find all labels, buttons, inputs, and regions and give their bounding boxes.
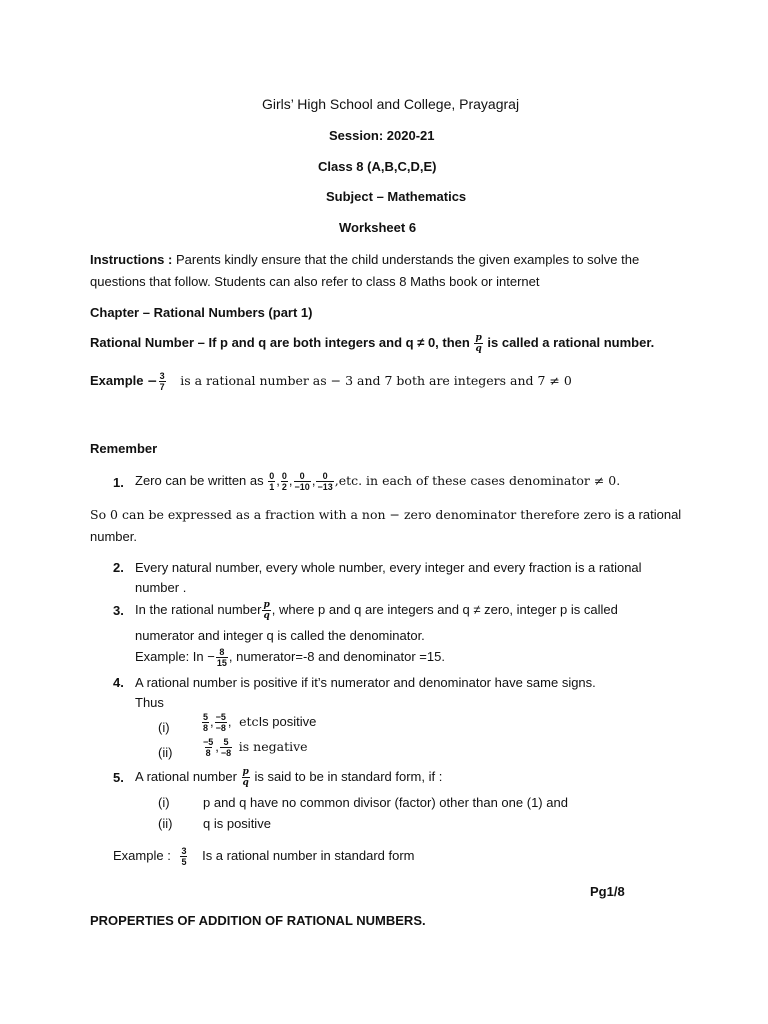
example-text: is a rational number as − 3 and 7 both are integers and 7 ≠ 0 — [180, 372, 572, 388]
item1-follow-text: is a rational — [614, 507, 682, 522]
item4-thus: Thus — [135, 695, 164, 710]
item-number-2: 2. — [113, 560, 124, 575]
item3-before: In the rational number — [135, 601, 262, 617]
item5-before: A rational number — [135, 768, 237, 784]
fraction-numerator: 3 — [159, 371, 165, 381]
item5-sub1-text: p and q have no common divisor (factor) other than one (1) and — [203, 795, 568, 810]
item4-line1: A rational number is positive if it’s numerator and denominator have same signs. — [135, 675, 596, 690]
fraction-numerator: 3 — [181, 846, 187, 856]
fraction-p-over-q — [262, 600, 270, 621]
fraction-denominator: −8 — [220, 748, 232, 758]
item4-sub2-text: is negative — [238, 738, 308, 754]
item-number-3: 3. — [113, 603, 124, 618]
properties-heading: PROPERTIES OF ADDITION OF RATIONAL NUMBERS. — [90, 913, 426, 928]
fraction-zero-over-two — [281, 471, 288, 492]
fraction-eight-fifteenths — [216, 647, 228, 668]
fraction-numerator: 5 — [203, 712, 209, 722]
fraction-numerator: 0 — [269, 471, 275, 481]
example-label: Example — [90, 372, 144, 388]
fraction-denominator: 2 — [281, 482, 287, 492]
fraction-zero-over-one — [268, 471, 275, 492]
item1-follow-line2: number. — [90, 529, 137, 544]
item1-before: Zero can be written as — [135, 472, 264, 488]
remember-heading: Remember — [90, 441, 158, 456]
fraction-minus-five-eighths — [202, 737, 214, 758]
example2-text: Is a rational number in standard form — [202, 847, 415, 863]
item-number-5: 5. — [113, 770, 124, 785]
fraction-denominator: −8 — [215, 723, 226, 733]
instructions-line1 — [90, 252, 639, 267]
fraction-zero-over-minus-ten — [294, 471, 311, 492]
instructions-line2: questions that follow. Students can also refer to class 8 Maths book or internet — [90, 274, 540, 289]
fraction-p-over-q — [242, 767, 250, 788]
fraction-numerator: 0 — [281, 471, 287, 481]
class-line: Class 8 (A,B,C,D,E) — [318, 159, 437, 174]
item5-sub2-text: q is positive — [203, 816, 271, 831]
item-number-4: 4. — [113, 675, 124, 690]
definition-text: Rational Number – If p and q are both integers and q ≠ 0, then — [90, 334, 470, 350]
subject-line: Subject – Mathematics — [326, 189, 467, 204]
worksheet-title: Worksheet 6 — [339, 220, 417, 235]
fraction-minus-three-sevenths — [159, 371, 166, 392]
item1-follow-math: So 0 can be expressed as a fraction with a non − zero denominator therefore zero — [90, 507, 612, 522]
standard-form-example — [113, 846, 415, 867]
fraction-numerator: p — [242, 767, 249, 777]
item1-follow-line — [90, 507, 681, 522]
fraction-zero-over-minus-thirteen — [316, 471, 333, 492]
item3-example-after: , numerator=-8 and denominator =15. — [228, 648, 445, 664]
item2-line1: Every natural number, every whole number, every integer and every fraction is a rational — [135, 560, 642, 575]
item3-example — [135, 647, 445, 668]
fraction-denominator: 5 — [181, 857, 187, 867]
item5-sub2-label: (ii) — [158, 816, 173, 831]
item5-line1 — [135, 767, 442, 788]
school-name: Girls’ High School and College, Prayagraj — [262, 96, 520, 112]
item4-sub2-label: (ii) — [158, 745, 173, 760]
fraction-denominator: 1 — [269, 482, 275, 492]
instructions-label: Instructions : — [90, 252, 173, 267]
item1-text: Zero can be written as $\frac{0}{1}$ , $\frac{0}{2}$ , $\frac{0}{-10}$ , $\frac{0}{-13}$ ,etc. in each of these cases denominator ≠ 0. — [135, 471, 621, 492]
item5-after: is said to be in standard form, if : — [254, 768, 443, 784]
fraction-numerator: 5 — [223, 737, 229, 747]
example-line — [90, 371, 572, 392]
instructions-text: Parents kindly ensure that the child understands the given examples to solve the — [175, 252, 640, 267]
fraction-numerator: p — [263, 600, 270, 610]
fraction-denominator: q — [263, 611, 270, 621]
fraction-numerator: 0 — [299, 471, 305, 481]
fraction-denominator: −10 — [294, 482, 310, 492]
fraction-minus-five-minus-eighths — [215, 712, 227, 733]
item5-sub1-label: (i) — [158, 795, 170, 810]
fraction-denominator: q — [242, 778, 249, 788]
fraction-denominator: 15 — [216, 658, 227, 668]
fraction-denominator: 8 — [203, 723, 209, 733]
fraction-numerator: −5 — [203, 737, 214, 747]
fraction-numerator: 8 — [219, 647, 225, 657]
fraction-numerator: p — [475, 333, 482, 343]
page-number: Pg1/8 — [590, 884, 625, 899]
fraction-three-fifths — [180, 846, 187, 867]
item4-sub1-text: Is positive — [258, 713, 317, 729]
item1-after: ,etc. in each of these cases denominator ≠ 0. — [334, 472, 621, 488]
rational-definition — [90, 333, 654, 354]
fraction-five-minus-eighths — [220, 737, 232, 758]
item3-example-before: Example: In − — [135, 648, 215, 664]
item4-sub2: $\frac{-5}{8}$ , $\frac{5}{-8}$ is negative — [203, 737, 308, 758]
item3-line1 — [135, 600, 618, 621]
minus-sign: − — [147, 372, 158, 388]
example2-label: Example : — [113, 847, 171, 863]
definition-text-end: is called a rational number. — [487, 334, 655, 350]
item3-line2: numerator and integer q is called the denominator. — [135, 628, 425, 643]
item4-sub1-etc: etc — [239, 713, 259, 729]
fraction-denominator: −13 — [317, 482, 333, 492]
item3-after: , where p and q are integers and q ≠ zero, integer p is called — [271, 601, 618, 617]
fraction-denominator: 8 — [205, 748, 211, 758]
fraction-denominator: 7 — [159, 382, 165, 392]
fraction-numerator: 0 — [322, 471, 328, 481]
chapter-title: Chapter – Rational Numbers (part 1) — [90, 305, 313, 320]
session-line: Session: 2020-21 — [329, 128, 435, 143]
item4-sub1: $\frac{5}{8}$ , $\frac{-5}{-8}$ , etcIs positive — [203, 712, 317, 733]
fraction-numerator: −5 — [215, 712, 226, 722]
item2-line2: number . — [135, 580, 187, 595]
fraction-p-over-q — [474, 333, 482, 354]
fraction-five-eighths — [202, 712, 209, 733]
item-number-1: 1. — [113, 475, 124, 490]
fraction-denominator: q — [475, 344, 482, 354]
item4-sub1-label: (i) — [158, 720, 170, 735]
